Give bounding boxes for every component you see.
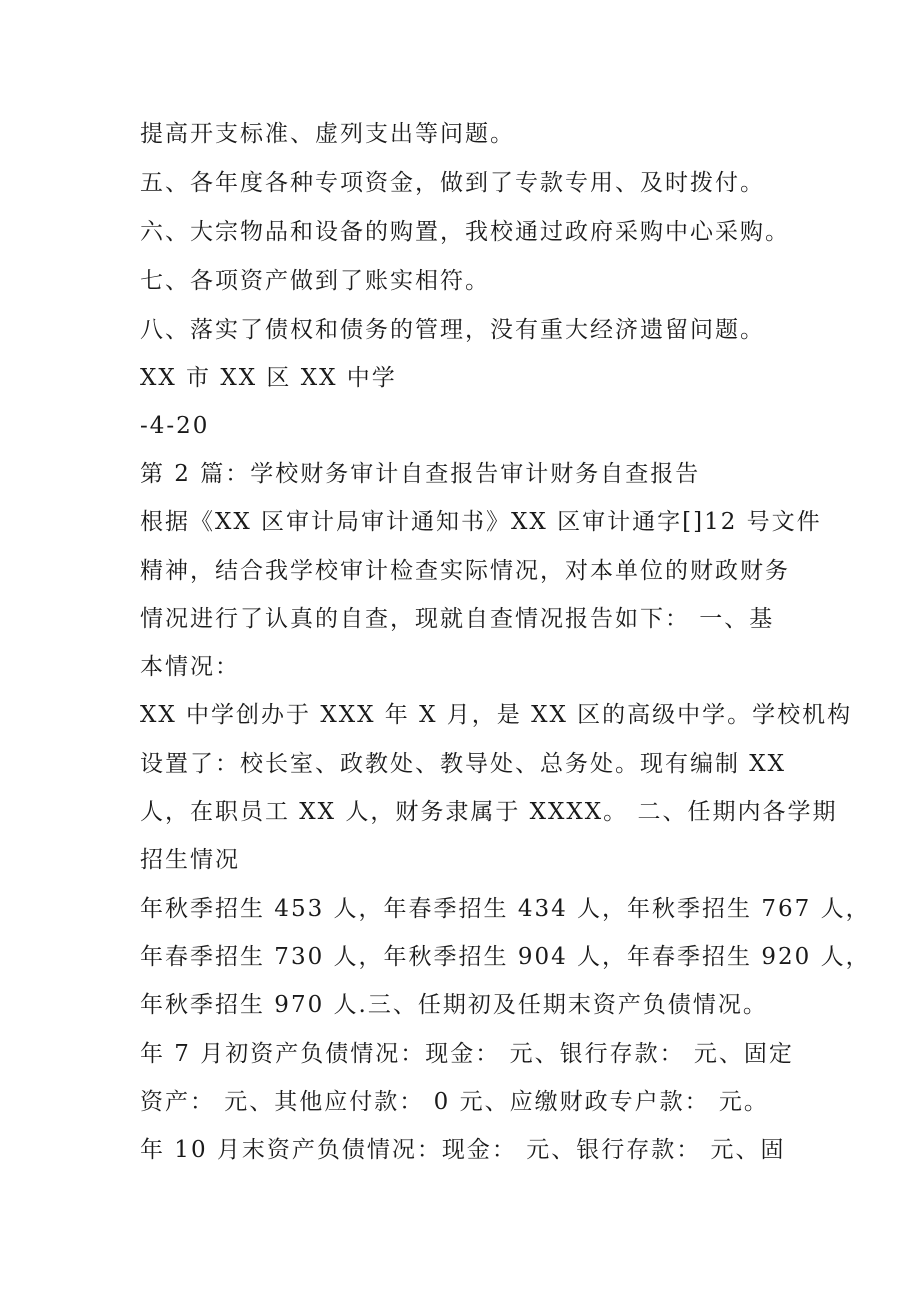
text-line: 人，在职员工 XX 人，财务隶属于 XXXX。 二、任期内各学期	[140, 799, 838, 825]
section-title: 第 2 篇：学校财务审计自查报告审计财务自查报告	[140, 461, 701, 487]
text-line: 精神，结合我学校审计检查实际情况，对本单位的财政财务	[140, 558, 790, 584]
text-line: 七、各项资产做到了账实相符。	[140, 268, 490, 294]
text-line: 情况进行了认真的自查，现就自查情况报告如下： 一、基	[140, 606, 775, 632]
text-line: 年秋季招生 970 人.三、任期初及任期末资产负债情况。	[140, 992, 768, 1018]
text-line: 设置了：校长室、政教处、教导处、总务处。现有编制 XX	[140, 751, 787, 777]
signature-school: XX 市 XX 区 XX 中学	[140, 365, 397, 391]
text-line: 资产： 元、其他应付款： 0 元、应缴财政专户款： 元。	[140, 1089, 769, 1115]
text-line: 六、大宗物品和设备的购置，我校通过政府采购中心采购。	[140, 219, 790, 245]
text-line: 年 10 月末资产负债情况：现金： 元、银行存款： 元、固	[140, 1137, 786, 1163]
text-line: 年秋季招生 453 人，年春季招生 434 人，年秋季招生 767 人，	[140, 896, 871, 922]
text-line: XX 中学创办于 XXX 年 X 月，是 XX 区的高级中学。学校机构	[140, 702, 853, 728]
text-line: 根据《XX 区审计局审计通知书》XX 区审计通字[]12 号文件	[140, 509, 822, 535]
text-line: 八、落实了债权和债务的管理，没有重大经济遗留问题。	[140, 317, 765, 343]
signature-date: -4-20	[140, 413, 210, 439]
text-line: 提高开支标准、虚列支出等问题。	[140, 121, 515, 147]
text-line: 招生情况	[140, 847, 240, 873]
text-line: 五、各年度各种专项资金，做到了专款专用、及时拨付。	[140, 170, 765, 196]
text-line: 年 7 月初资产负债情况：现金： 元、银行存款： 元、固定	[140, 1041, 794, 1067]
text-line: 本情况：	[140, 654, 240, 680]
text-line: 年春季招生 730 人，年秋季招生 904 人，年春季招生 920 人，	[140, 944, 871, 970]
